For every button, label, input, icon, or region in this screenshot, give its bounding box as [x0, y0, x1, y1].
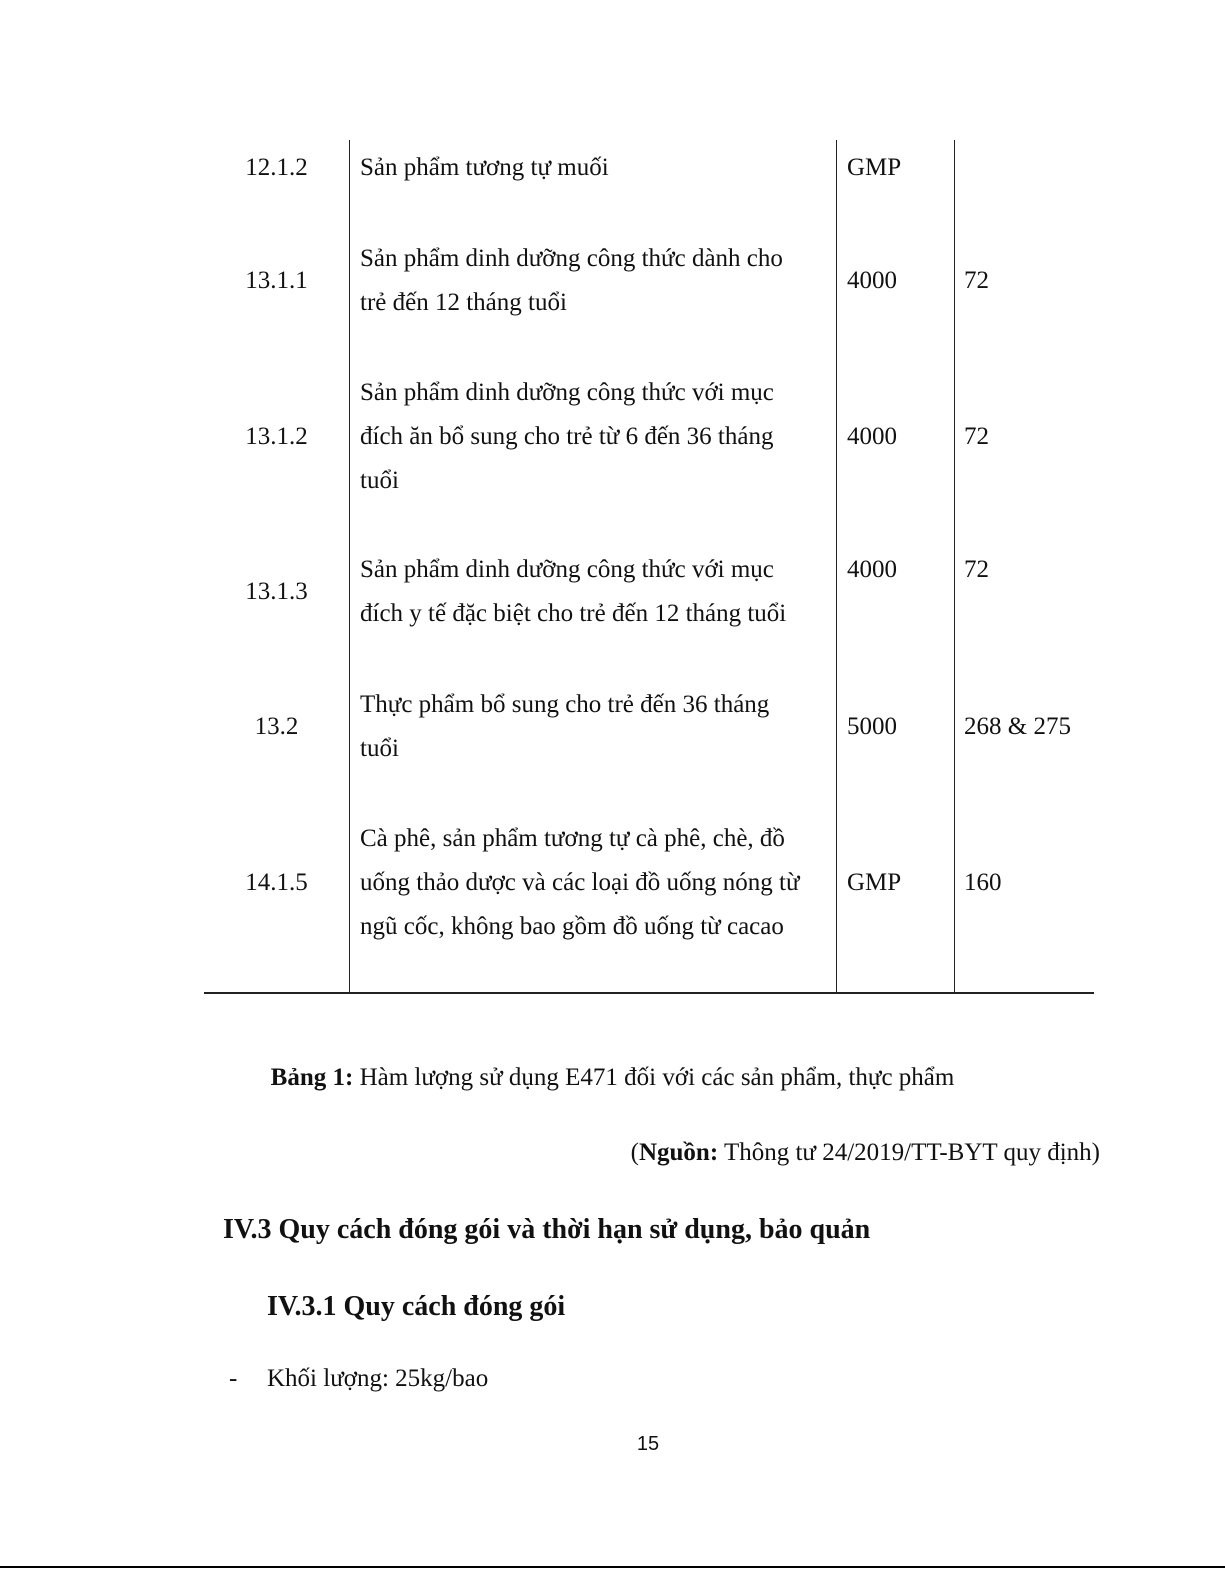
section-heading: IV.3 Quy cách đóng gói và thời hạn sử dụng, bảo quản — [223, 1214, 871, 1245]
max-level: 4000 — [847, 267, 897, 294]
name-line: đích ăn bổ sung cho trẻ từ 6 đến 36 tháng — [360, 423, 774, 450]
source-label: Nguồn: — [638, 1139, 719, 1166]
max-level: 4000 — [847, 423, 897, 450]
name-line: Cà phê, sản phẩm tương tự cà phê, chè, đồ — [360, 825, 785, 852]
name-line: Sản phẩm dinh dưỡng công thức dành cho — [360, 245, 783, 272]
food-category-name — [360, 237, 830, 325]
bullet-dash: - — [229, 1365, 238, 1392]
name-line: tuổi — [360, 735, 399, 762]
max-level: 5000 — [847, 713, 897, 740]
food-category-code: 13.2 — [254, 713, 299, 740]
e471-usage-table — [204, 140, 1094, 994]
table-caption — [0, 1060, 1225, 1096]
caption-label: Bảng 1: — [270, 1064, 354, 1091]
source-text: Thông tư 24/2019/TT-BYT quy định) — [718, 1139, 1100, 1166]
name-line: tuổi — [360, 467, 399, 494]
page-bottom-rule — [0, 1566, 1225, 1568]
note: 268 & 275 — [964, 713, 1071, 740]
name-line: Thực phẩm bổ sung cho trẻ đến 36 tháng — [360, 691, 770, 718]
max-level: GMP — [847, 869, 902, 896]
name-line: Sản phẩm dinh dưỡng công thức với mục — [360, 379, 774, 406]
max-level: GMP — [847, 154, 902, 181]
table-column-divider — [349, 140, 350, 992]
name-line: ngũ cốc, không bao gồm đồ uống từ cacao — [360, 913, 784, 940]
food-category-code: 13.1.1 — [245, 267, 308, 294]
max-level: 4000 — [847, 556, 897, 583]
name-line: Sản phẩm dinh dưỡng công thức với mục — [360, 556, 774, 583]
note: 160 — [964, 869, 1002, 896]
food-category-name — [360, 371, 830, 503]
note: 72 — [964, 556, 989, 583]
food-category-name — [360, 683, 830, 771]
food-category-name — [360, 817, 840, 949]
food-category-name — [360, 548, 840, 636]
food-category-code: 13.1.3 — [245, 578, 308, 605]
name-line: uống thảo dược và các loại đồ uống nóng từ — [360, 869, 800, 896]
note: 72 — [964, 267, 989, 294]
food-category-code: 12.1.2 — [245, 154, 308, 181]
name-line: Sản phẩm tương tự muối — [360, 154, 609, 181]
list-item — [229, 1361, 488, 1397]
list-item-text: Khối lượng: 25kg/bao — [267, 1365, 489, 1392]
name-line: trẻ đến 12 tháng tuổi — [360, 289, 567, 316]
food-category-code: 13.1.2 — [245, 423, 308, 450]
food-category-name — [360, 146, 830, 190]
source-open-paren: ( — [630, 1139, 639, 1166]
table-source — [631, 1135, 1100, 1171]
page-number: 15 — [636, 1433, 660, 1455]
table-column-divider — [954, 140, 955, 992]
food-category-code: 14.1.5 — [245, 869, 308, 896]
note: 72 — [964, 423, 989, 450]
name-line: đích y tế đặc biệt cho trẻ đến 12 tháng tuổi — [360, 600, 787, 627]
subsection-heading: IV.3.1 Quy cách đóng gói — [267, 1291, 566, 1322]
caption-text: Hàm lượng sử dụng E471 đối với các sản phẩm, thực phẩm — [353, 1064, 955, 1091]
